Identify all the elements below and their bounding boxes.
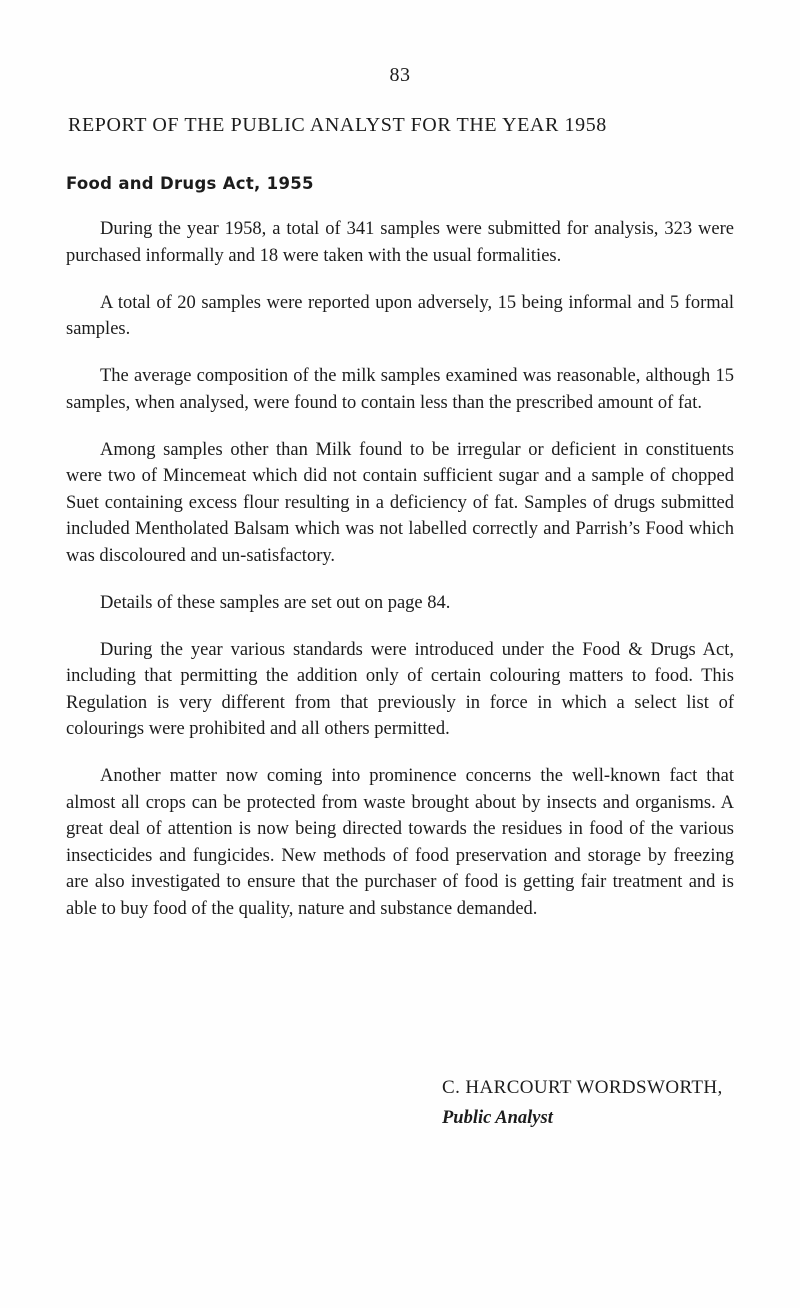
report-title: REPORT OF THE PUBLIC ANALYST FOR THE YEAR 1958 — [68, 114, 607, 136]
paragraph-residues: Another matter now coming into prominence concerns the well-known fact that almost all crops can be protected from waste brought about by insects and organisms. A great deal of attention is now being directed towards the residues in food of the various insecticides and fungicides. New methods of food preservation and storage by freezing are also investigated to ensure that the purchaser of food is getting fair treatment and is able to buy food of the quality, nature and substance demanded. — [66, 766, 734, 919]
paragraph-adverse-reports: A total of 20 samples were reported upon adversely, 15 being informal and 5 formal samples. — [66, 292, 734, 339]
paragraph-details-reference: Details of these samples are set out on page 84. — [100, 592, 451, 613]
signatory-role: Public Analyst — [442, 1108, 553, 1128]
signatory-name: C. HARCOURT WORDSWORTH, — [442, 1077, 723, 1098]
report-body — [66, 216, 734, 943]
paragraph-standards: During the year various standards were introduced under the Food & Drugs Act, including that permitting the addition only of certain colouring matters to food. This Regulation is very different from that previously in force in which a select list of colourings were prohibited and all others permitted. — [66, 639, 734, 739]
page-number: 83 — [389, 64, 411, 86]
signature-block — [442, 1077, 782, 1129]
paragraph-milk-composition: The average composition of the milk samples examined was reasonable, although 15 samples, when analysed, were found to contain less than the prescribed amount of fat. — [66, 366, 734, 413]
paragraph-samples-total: During the year 1958, a total of 341 samples were submitted for analysis, 323 were purchased informally and 18 were taken with the usual formalities. — [66, 219, 734, 266]
paragraph-irregular-samples: Among samples other than Milk found to be irregular or deficient in constituents were two of Mincemeat which did not contain sufficient sugar and a sample of chopped Suet containing excess flour resulting in a deficiency of fat. Samples of drugs submitted included Mentholated Balsam which was not labelled correctly and Parrish’s Food which was discoloured and un-satisfactory. — [66, 439, 734, 566]
section-heading: Food and Drugs Act, 1955 — [66, 174, 314, 193]
